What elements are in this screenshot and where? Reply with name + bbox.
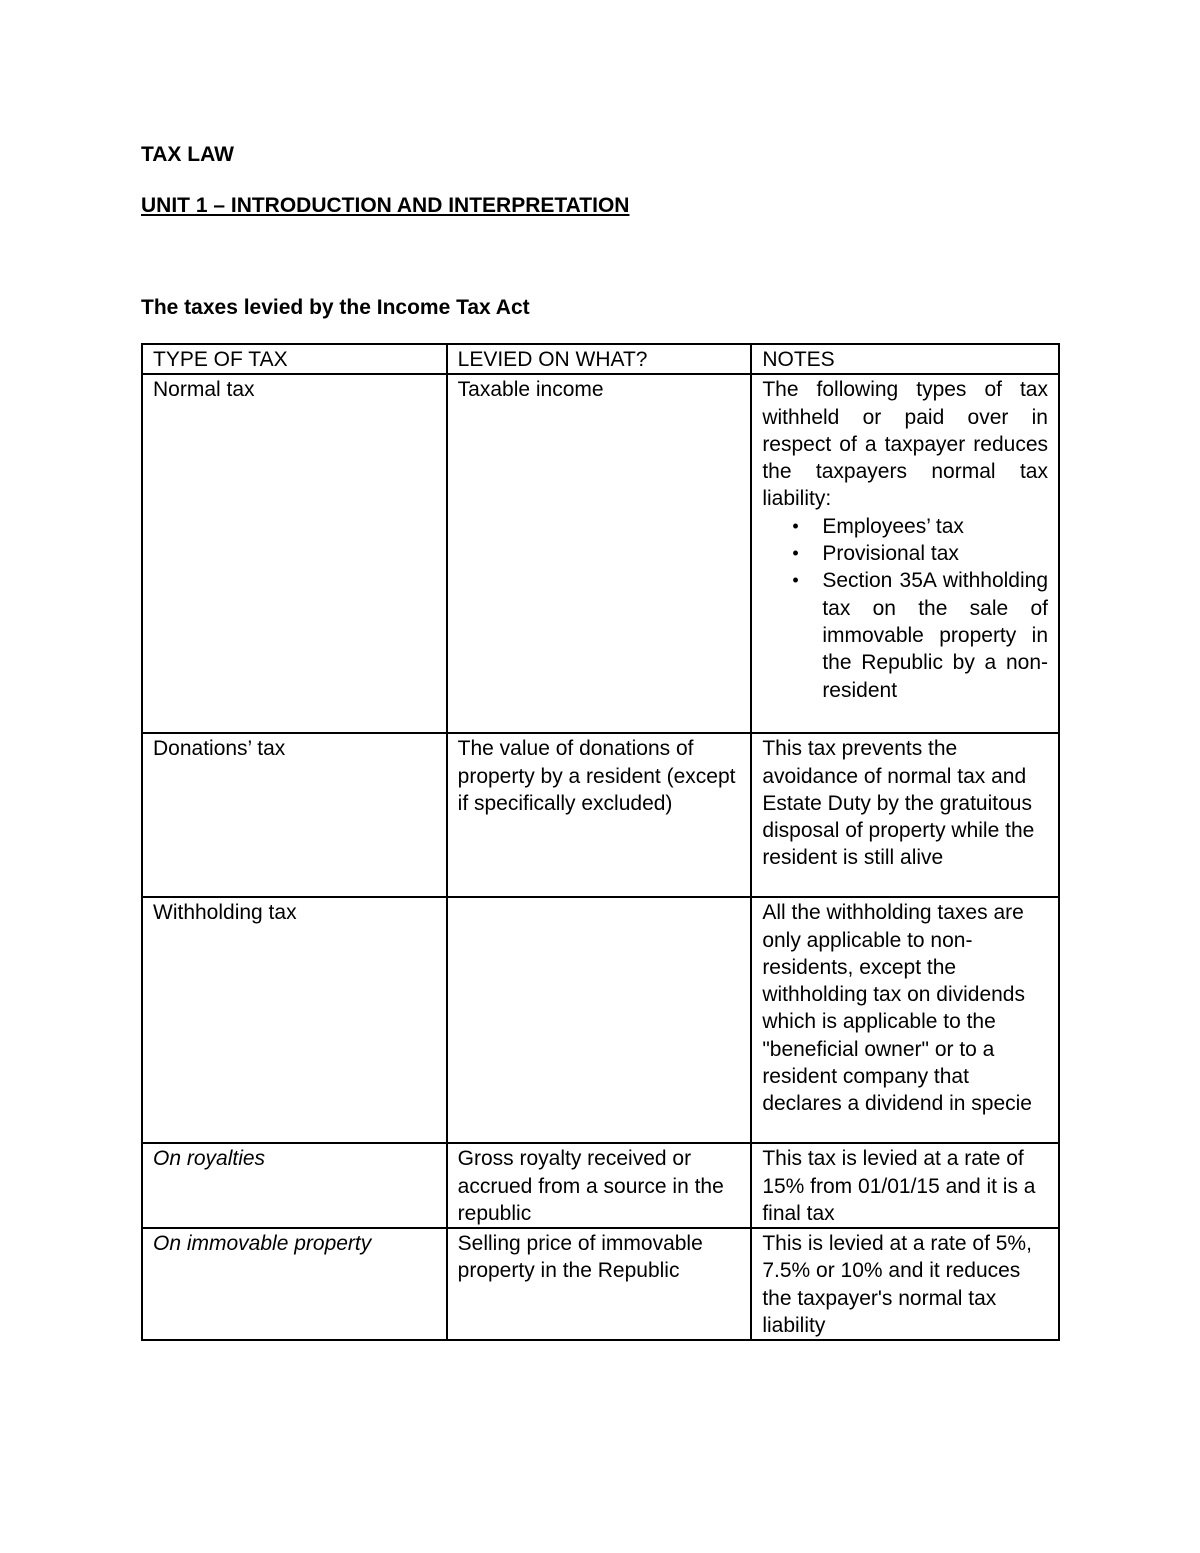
cell-levied-on: Taxable income <box>447 374 752 733</box>
table-row-withholding-tax <box>142 897 1059 1143</box>
notes-text: The following types of tax withheld or paid over in respect of a taxpayer reduces the taxpayers normal tax liability: <box>762 378 1048 511</box>
table-row-on-royalties <box>142 1143 1059 1228</box>
cell-levied-on: Gross royalty received or accrued from a source in the republic <box>447 1143 752 1228</box>
cell-type: Normal tax <box>142 374 447 733</box>
header-levied-on: LEVIED ON WHAT? <box>447 344 752 374</box>
cell-levied-on: Selling price of immovable property in the Republic <box>447 1228 752 1340</box>
cell-notes: All the withholding taxes are only applicable to non-residents, except the withholding tax on dividends which is applicable to the "beneficial owner" or to a resident company that declares a dividend in specie <box>751 897 1059 1143</box>
header-type-of-tax: TYPE OF TAX <box>142 344 447 374</box>
cell-type: On immovable property <box>142 1228 447 1340</box>
list-item: • Employees’ tax <box>822 513 1048 540</box>
cell-levied-on <box>447 897 752 1143</box>
header-notes: NOTES <box>751 344 1059 374</box>
bullet-icon: • <box>792 543 799 564</box>
table-row-normal-tax <box>142 374 1059 733</box>
taxes-table <box>141 343 1060 1341</box>
cell-type: Withholding tax <box>142 897 447 1143</box>
cell-notes: This tax is levied at a rate of 15% from 01/01/15 and it is a final tax <box>751 1143 1059 1228</box>
list-item: • Section 35A withholding tax on the sale of immovable property in the Republic by a non-resident <box>792 569 1048 702</box>
cell-notes: This tax prevents the avoidance of normal tax and Estate Duty by the gratuitous disposal of property while the resident is still alive <box>751 733 1059 897</box>
cell-notes <box>751 374 1059 733</box>
bullet-icon: • <box>792 515 799 536</box>
table-row-on-immovable-property <box>142 1228 1059 1340</box>
table-header-row <box>142 344 1059 374</box>
list-item: • Provisional tax <box>822 540 1048 567</box>
table-row-donations-tax <box>142 733 1059 897</box>
cell-type: Donations’ tax <box>142 733 447 897</box>
cell-type: On royalties <box>142 1143 447 1228</box>
document-title: TAX LAW <box>141 143 234 166</box>
cell-notes: This is levied at a rate of 5%, 7.5% or 10% and it reduces the taxpayer's normal tax liability <box>751 1228 1059 1340</box>
table-caption: The taxes levied by the Income Tax Act <box>141 296 530 319</box>
unit-heading: UNIT 1 – INTRODUCTION AND INTERPRETATION <box>141 194 630 217</box>
cell-levied-on: The value of donations of property by a resident (except if specifically excluded) <box>447 733 752 897</box>
bullet-icon: • <box>792 570 799 591</box>
notes-list <box>762 513 1048 704</box>
